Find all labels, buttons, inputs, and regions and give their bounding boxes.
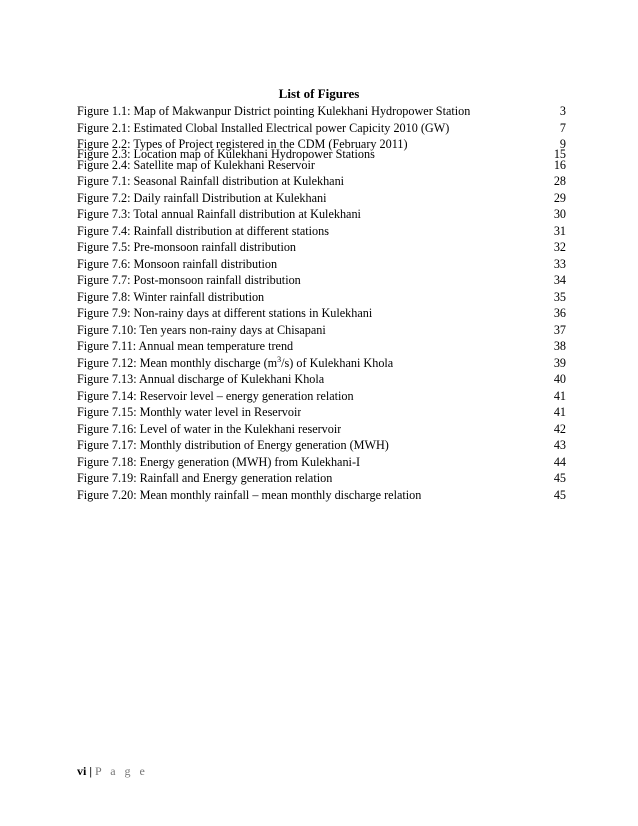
- figure-entry: [77, 120, 566, 137]
- figure-entry: [77, 103, 566, 120]
- figure-page: 29: [553, 190, 566, 205]
- figure-entry: [77, 190, 566, 207]
- figure-label: Figure 7.3: Total annual Rainfall distribution at Kulekhani: [77, 207, 361, 222]
- figure-page: 35: [553, 289, 566, 304]
- figure-label-text: Figure 7.12: Mean monthly discharge (m: [77, 355, 278, 370]
- figure-label: Figure 1.1: Map of Makwanpur District pointing Kulekhani Hydropower Station: [77, 104, 471, 118]
- figure-entry: [77, 355, 566, 372]
- figure-page: 16: [553, 157, 566, 172]
- figure-label: Figure 7.15: Monthly water level in Reservoir: [77, 405, 302, 420]
- figure-entry: [77, 256, 566, 273]
- figure-label: Figure 7.20: Mean monthly rainfall – mean monthly discharge relation: [77, 487, 422, 502]
- figure-page: 30: [553, 207, 566, 222]
- footer-separator: |: [86, 764, 95, 778]
- figure-label: Figure 7.14: Reservoir level – energy generation relation: [77, 388, 354, 403]
- figure-page: 45: [553, 487, 566, 502]
- figure-entry: [77, 388, 566, 405]
- figure-entry: [77, 206, 566, 223]
- figure-label: Figure 7.1: Seasonal Rainfall distribution at Kulekhani: [77, 174, 345, 189]
- figure-label: Figure 7.9: Non-rainy days at different stations in Kulekhani: [77, 306, 373, 321]
- figure-page: 45: [553, 471, 566, 486]
- figure-entry: [77, 136, 566, 151]
- figure-page: 33: [553, 256, 566, 271]
- figure-entry: [77, 289, 566, 306]
- figure-label: Figure 7.6: Monsoon rainfall distribution: [77, 256, 278, 271]
- figure-entry: [77, 421, 566, 438]
- figure-page: 42: [553, 421, 566, 436]
- figure-label: Figure 7.11: Annual mean temperature trend: [77, 339, 294, 354]
- figure-page: 7: [559, 120, 566, 135]
- figure-label-text: /s) of Kulekhani Khola: [281, 355, 394, 370]
- figure-entry: [77, 146, 566, 162]
- figure-entry: [77, 437, 566, 454]
- figure-entry: [77, 322, 566, 339]
- figure-label: Figure 2.2: Types of Project registered in the CDM (February 2011): [77, 137, 408, 151]
- figure-label: Figure 2.3: Location map of Kulekhani Hydropower Stations: [77, 147, 375, 162]
- figure-entry: [77, 487, 566, 504]
- figure-label: Figure 7.16: Level of water in the Kulekhani reservoir: [77, 421, 342, 436]
- figure-label: Figure 7.17: Monthly distribution of Energy generation (MWH): [77, 438, 389, 453]
- figure-page: 31: [553, 223, 566, 238]
- figure-label: Figure 7.18: Energy generation (MWH) from Kulekhani-I: [77, 454, 361, 469]
- figure-page: 34: [553, 273, 566, 288]
- figure-label: Figure 7.10: Ten years non-rainy days at Chisapani: [77, 322, 326, 337]
- figure-page: 43: [553, 438, 566, 453]
- figure-page: 36: [553, 306, 566, 321]
- figure-label: Figure 7.2: Daily rainfall Distribution at Kulekhani: [77, 190, 327, 205]
- figure-page: 41: [553, 405, 566, 420]
- figure-label: Figure 7.5: Pre-monsoon rainfall distribution: [77, 240, 297, 255]
- figure-label: Figure 7.4: Rainfall distribution at different stations: [77, 223, 329, 238]
- figure-label: Figure 2.1: Estimated Clobal Installed Electrical power Capicity 2010 (GW): [77, 120, 450, 135]
- page-title: List of Figures: [278, 86, 360, 101]
- footer-page-number: vi: [77, 764, 87, 778]
- figure-list: [77, 103, 566, 503]
- figure-entry: [77, 404, 566, 421]
- figure-page: 39: [553, 355, 566, 370]
- figure-label: Figure 7.13: Annual discharge of Kulekhani Khola: [77, 372, 325, 387]
- superscript-three: 3: [277, 354, 282, 364]
- figure-label: Figure 7.7: Post-monsoon rainfall distribution: [77, 273, 301, 288]
- figure-label: Figure 7.19: Rainfall and Energy generation relation: [77, 471, 333, 486]
- figure-entry: [77, 470, 566, 487]
- figure-page: 15: [553, 147, 566, 162]
- figure-entry: [77, 239, 566, 256]
- figure-page: 37: [553, 322, 566, 337]
- figure-page: 41: [553, 388, 566, 403]
- figure-page: 28: [553, 174, 566, 189]
- figure-page: 32: [553, 240, 566, 255]
- figure-label: Figure 7.8: Winter rainfall distribution: [77, 289, 265, 304]
- figure-page: 44: [553, 454, 566, 469]
- figure-entry: [77, 272, 566, 289]
- figure-page: 38: [553, 339, 566, 354]
- page-footer: [77, 764, 148, 779]
- figure-page: 9: [559, 137, 566, 151]
- figure-label: [77, 355, 393, 371]
- figure-entry: [77, 305, 566, 322]
- figure-entry: [77, 223, 566, 240]
- figure-entry: [77, 371, 566, 388]
- figure-label: Figure 2.4: Satellite map of Kulekhani Reservoir: [77, 157, 315, 172]
- figure-page: 40: [553, 372, 566, 387]
- footer-page-word: P a g e: [95, 764, 148, 778]
- figure-entry: [77, 454, 566, 471]
- figure-page: 3: [559, 104, 566, 118]
- figure-entry: [77, 173, 566, 190]
- figure-entry: [77, 338, 566, 355]
